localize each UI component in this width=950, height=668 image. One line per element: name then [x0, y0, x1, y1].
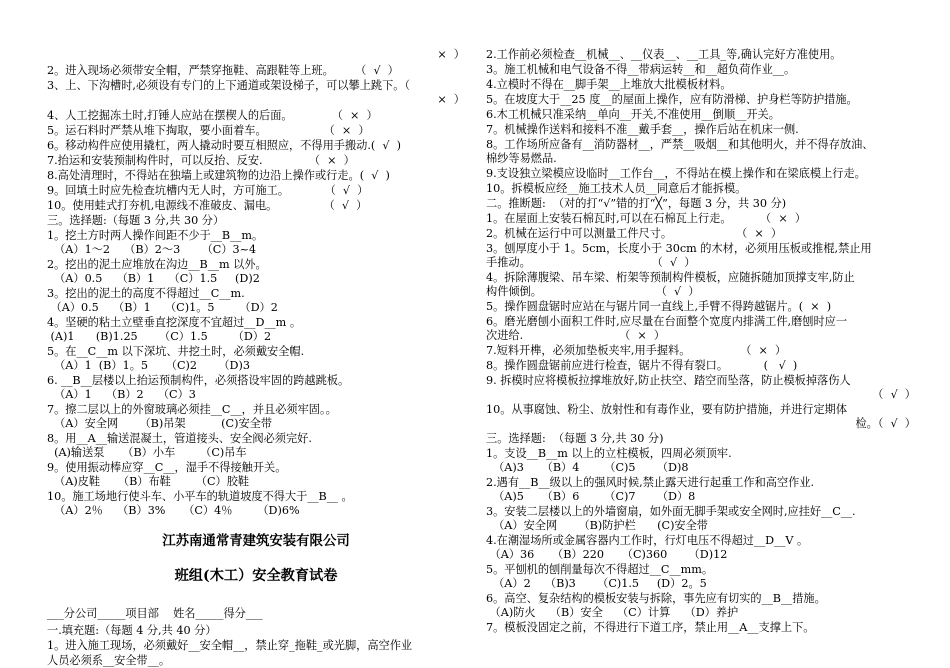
question-line: 3、上、下沟槽时,必须设有专门的上下通道或架设梯子，可以攀上跳下。（ [47, 79, 411, 92]
question-line: 2.工作前必须检查__机械__、__仪表__、__工具_等,确认完好方准使用。 [486, 48, 842, 61]
question-line: （A）1 （B）2 （C）3 [47, 388, 196, 401]
question-line: （A）1～2 （B）2～3 （C）3~4 [47, 243, 257, 256]
question-line: 一.填充题:（每题 4 分,共 40 分） [47, 624, 217, 637]
question-line: 检。（ √ ） [855, 417, 916, 430]
question-line: 7。模板没固定之前，不得进行下道工序，禁止用__A__支撑上下。 [486, 621, 815, 634]
question-line: 1。挖土方时两人操作间距不少于__B__m。 [47, 229, 264, 242]
question-line: 7。机械操作送料和接料不准__戴手套__，操作后站在机床一侧. [486, 123, 799, 136]
question-line: 3。施工机械和电气设备不得__带病运转__和__超负荷作业__。 [486, 63, 796, 76]
question-line: 2。机械在运行中可以测量工件尺寸。 （ × ） [486, 227, 783, 240]
question-line: 5。运石料时严禁从堆下掏取，要小面着车。 （ × ） [47, 124, 370, 137]
exam-title: 班组(木工）安全教育试卷 [174, 568, 338, 584]
question-line: （A)皮鞋 （B）布鞋 （C）胶鞋 [47, 475, 250, 488]
question-line: 1。支设__B__m 以上的立柱模板，四周必须顶牢. [486, 447, 732, 460]
question-line: 9。使用振动棒应穿__C__，湿手不得接触开关。 [47, 461, 287, 474]
question-line: 三。选择题: （每题 3 分,共 30 分) [486, 432, 664, 445]
question-line: （A）0.5 （B）1 （C）1.5 (D)2 [47, 272, 260, 285]
question-line: 5。在__C__m 以下深坑、井挖土时，必须戴安全帽. [47, 345, 305, 358]
question-line: （A）1 (B）1。5 （C)2 （D)3 [47, 359, 250, 372]
question-line: 人员必须系__安全带__。 [47, 654, 171, 667]
question-line: （A）2 （B)3 （C)1.5 (D）2。5 [486, 577, 707, 590]
question-line: 次进给. （ × ） [486, 329, 666, 342]
question-line: 2.遇有__B__级以上的强风时候,禁止露天进行起重工作和高空作业. [486, 476, 815, 489]
left-column [47, 48, 465, 668]
question-line: 10。施工场地行使斗车、小平车的轨道坡度不得大于__B__ 。 [47, 490, 353, 503]
question-line: 7.抬运和安装预制构件时，可以反抬、反安. （ × ） [47, 154, 355, 167]
question-line: 7.短料开榫，必须加垫板夹牢,用手握料。 （ × ） [486, 344, 787, 357]
question-line: 6。磨光磨刨小面积工件时,应尽量在台面整个宽度内排满工件,磨刨时应一 [486, 315, 848, 328]
question-line: 1。在屋面上安装石棉瓦时,可以在石棉瓦上行走。 （ × ） [486, 212, 807, 225]
question-line: 5。平刨机的刨削量每次不得超过__C__mm。 [486, 563, 714, 576]
company-name: 江苏南通常青建筑安装有限公司 [162, 533, 350, 549]
question-line: (A)输送泵 （B）小车 （C)吊车 [47, 446, 247, 459]
right-column [486, 48, 916, 668]
question-line: 二。推断题: （对的打“√”错的打“╳”，每题 3 分，共 30 分) [486, 197, 787, 210]
question-line: 6. __B__层楼以上抬运预制构件，必须搭设牢固的跨越跳板。 [47, 374, 350, 387]
question-line: 棉纱等易燃品. [486, 152, 557, 165]
question-line: （A)防火 （B）安全 （C）计算 （D）养护 [486, 606, 739, 619]
question-line: （A)3 （B）4 （C)5 （D)8 [486, 461, 689, 474]
question-line: 8。操作圆盘锯前应进行检查，锯片不得有裂口。 ( √ ) [486, 359, 798, 372]
question-line: （A）安全网 （B)吊架 (C)安全带 [47, 417, 273, 430]
question-line: (A)1 (B)1.25 （C）1.5 （D）2 [47, 330, 272, 343]
question-line: 1。进入施工现场，必须戴好__安全帽__，禁止穿_拖鞋_或光脚，高空作业 [47, 639, 413, 652]
question-line: 7。擦二层以上的外窗玻璃必须挂__C__，并且必须牢固。。 [47, 403, 337, 416]
question-line: 6.木工机械只准采纳__单向__开关,不准使用__倒顺__开关。 [486, 108, 780, 121]
student-info-line: ___分公司_____项目部 姓名_____得分___ [47, 607, 263, 620]
question-line: （A）2％ （B）3% （C）4％ （D)6% [47, 504, 300, 517]
question-line: 2。进入现场必须带安全帽，严禁穿拖鞋、高跟鞋等上班。 （ √ ） [47, 64, 399, 77]
question-line: （A)5 （B）6 （C)7 （D）8 [486, 490, 696, 503]
question-line: 手推动。 （ √ ） [486, 256, 696, 269]
question-line: 4。坚硬的粘土立壁垂直挖深度不宜超过__D__m 。 [47, 316, 302, 329]
question-line: 8。用__A__输送混凝土，管道接头、安全阀必须完好. [47, 432, 312, 445]
question-line: 5。在坡度大于__25 度__的屋面上操作，应有防滑梯、护身栏等防护措施。 [486, 93, 858, 106]
question-line: 10。拆模板应经__施工技术人员__同意后才能拆模。 [486, 182, 747, 195]
question-line: 构件倾倒。 （ √ ） [486, 285, 700, 298]
question-line: 2。挖出的泥土应堆放在沟边__B__m 以外。 [47, 258, 267, 271]
question-line: 3。挖出的泥土的高度不得超过__C__m. [47, 287, 245, 300]
question-line: 10。使用蛙式打夯机,电源线不准破皮、漏电。 （ √ ） [47, 199, 368, 212]
question-line: 三。选择题:（每题 3 分,共 30 分） [47, 214, 225, 227]
question-line: 4。拆除薄腹梁、吊车梁、桁架等预制构件模板，应随拆随加顶撑支牢,防止 [486, 271, 855, 284]
question-line: 3。刨厚度小于 1。5cm，长度小于 30cm 的木材，必须用压板或推棍,禁止用 [486, 242, 872, 255]
question-line: 4、人工挖掘冻土时,打锤人应站在摆楔人的后面。 （ × ） [47, 109, 378, 122]
question-line: 4.立模时不得在__脚手架__上堆放大批模板材料。 [486, 78, 732, 91]
question-line: 8。工作场所应备有__消防器材__，严禁__吸烟__和其他明火，并不得存放油、 [486, 138, 874, 151]
question-line: 4.在潮湿场所或金属容器内工作时，行灯电压不得超过__D__V 。 [486, 534, 809, 547]
question-line: × ） [437, 93, 465, 106]
question-line: 8.高处清理时，不得站在独墙上或建筑物的边沿上操作或行走。( √ ) [47, 169, 390, 182]
question-line: （A）0.5 （B）1 （C)1。5 （D）2 [47, 301, 278, 314]
question-line: 9。回填土时应先检查坑槽内无人时，方可施工。 （ √ ） [47, 184, 369, 197]
question-line: × ） [437, 48, 465, 61]
question-line: 5。操作圆盘锯时应站在与锯片同一直线上,手臂不得跨越锯片。( × ) [486, 300, 832, 313]
question-line: （ √ ） [872, 388, 916, 401]
question-line: （A）36 （B）220 （C)360 （D)12 [486, 548, 728, 561]
question-line: 3。安装二层楼以上的外墙窗扇，如外面无脚手架或安全网时,应挂好__C__. [486, 505, 856, 518]
question-line: 9.支设独立梁模应设临时__工作台__，不得站在模上操作和在梁底模上行走。 [486, 167, 866, 180]
question-line: 10。从事腐蚀、粉尘、放射性和有毒作业，要有防护措施，并进行定期体 [486, 403, 848, 416]
question-line: 9. 拆模时应将模板拉撑堆放好,防止扶空、踏空而坠落，防止模板掉落伤人 [486, 374, 851, 387]
question-line: 6。移动构件应使用撬杠，两人撬动时要互相照应，不得用手搬动.( √ ) [47, 139, 402, 152]
question-line: （A）安全网 （B)防护栏 (C)安全带 [486, 519, 708, 532]
question-line: 6。高空、复杂结构的模板安装与拆除，事先应有切实的__B__措施。 [486, 592, 826, 605]
